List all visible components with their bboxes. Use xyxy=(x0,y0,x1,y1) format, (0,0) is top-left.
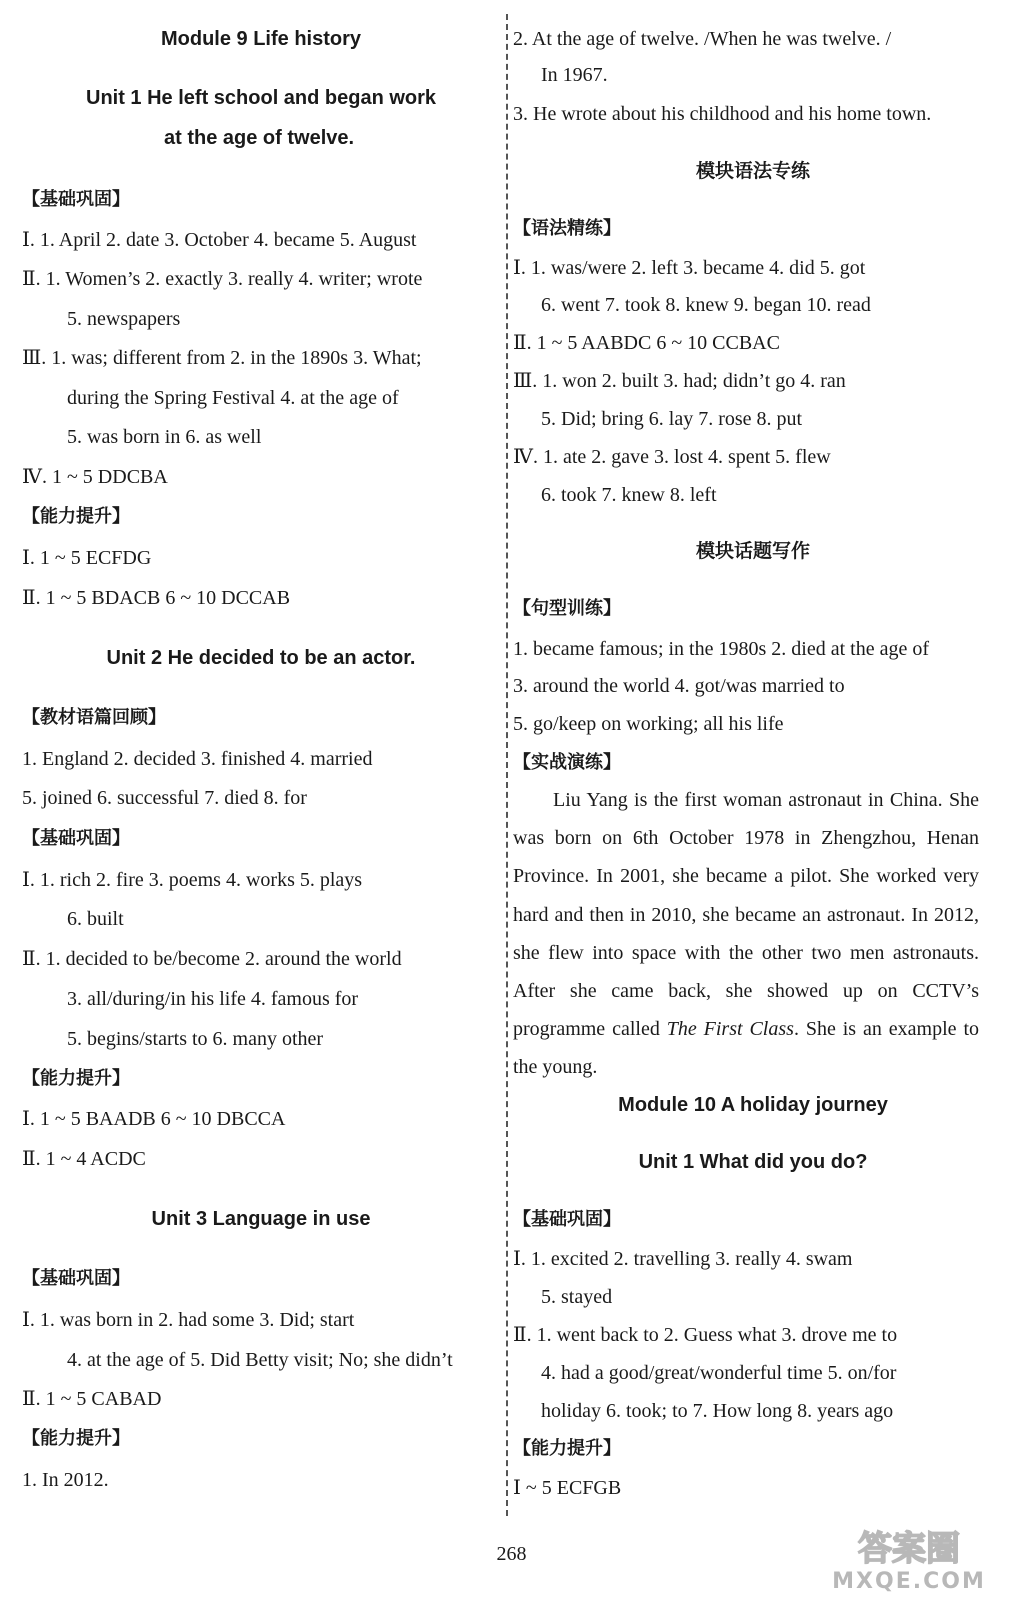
page-number: 268 xyxy=(496,1543,527,1565)
unit1-title: Unit 1 He left school and began work xyxy=(86,87,437,109)
answer-line: Ⅲ. 1. was; different from 2. in the 1890s 3. What; xyxy=(22,347,422,369)
section-heading: 【能力提升】 xyxy=(22,1068,130,1089)
section-heading: 【基础巩固】 xyxy=(22,189,130,210)
answer-line: 1. England 2. decided 3. finished 4. married xyxy=(22,748,373,770)
answer-line: Ⅱ. 1. decided to be/become 2. around the world xyxy=(22,948,402,970)
unit1-title-continued: at the age of twelve. xyxy=(164,127,355,149)
answer-line: 3. He wrote about his childhood and his home town. xyxy=(513,103,932,125)
section-heading: 【句型训练】 xyxy=(513,598,621,619)
answer-line: 5. joined 6. successful 7. died 8. for xyxy=(22,787,307,809)
unit3-title: Unit 3 Language in use xyxy=(151,1208,371,1230)
essay-text: Liu Yang is the first woman astronaut in China. She was born on 6th October 1978 in Zhengzhou, Henan Province. In 2001, she became a pilot. She worked very hard and then in 2010, she became an astronaut. In 2012, she flew into space with the other two men astronauts. After she came back, she showed up on CCTV’s programme called xyxy=(513,789,979,1041)
answer-line: 5. stayed xyxy=(541,1286,613,1308)
essay-text-end: . She is an example to the young. xyxy=(513,1018,979,1079)
answer-line: 4. had a good/great/wonderful time 5. on/for xyxy=(541,1362,897,1384)
watermark-logo xyxy=(809,1524,1009,1594)
answer-line: Ⅰ. 1. excited 2. travelling 3. really 4. swam xyxy=(513,1248,853,1270)
answer-line: Ⅰ. 1. was/were 2. left 3. became 4. did 5. got xyxy=(513,257,866,279)
answer-line: 5. go/keep on working; all his life xyxy=(513,713,784,735)
column-divider xyxy=(506,14,508,1516)
answer-line: Ⅰ ~ 5 ECFGB xyxy=(513,1477,622,1499)
grammar-practice-title: 模块语法专练 xyxy=(695,160,810,182)
answer-line: 5. Did; bring 6. lay 7. rose 8. put xyxy=(541,408,803,430)
section-heading: 【基础巩固】 xyxy=(513,1209,621,1230)
answer-line: 4. at the age of 5. Did Betty visit; No; she didn’t xyxy=(67,1349,453,1371)
programme-title: The First Class xyxy=(666,1018,794,1041)
section-heading: 【基础巩固】 xyxy=(22,828,130,849)
answer-line: Ⅲ. 1. won 2. built 3. had; didn’t go 4. ran xyxy=(513,370,846,392)
module9-title: Module 9 Life history xyxy=(160,28,362,50)
answer-line: Ⅳ. 1. ate 2. gave 3. lost 4. spent 5. flew xyxy=(513,446,831,468)
answer-line: Ⅱ. 1 ~ 4 ACDC xyxy=(22,1148,146,1170)
answer-line: 3. all/during/in his life 4. famous for xyxy=(67,988,359,1010)
answer-line: 6. built xyxy=(67,908,124,930)
answer-line: Ⅱ. 1. Women’s 2. exactly 3. really 4. writer; wrote xyxy=(22,268,423,290)
section-heading: 【实战演练】 xyxy=(513,752,621,773)
answer-line: Ⅱ. 1. went back to 2. Guess what 3. drove me to xyxy=(513,1324,898,1346)
answer-line: 1. In 2012. xyxy=(22,1469,109,1491)
answer-line: 5. was born in 6. as well xyxy=(67,426,262,448)
section-heading: 【能力提升】 xyxy=(513,1438,621,1459)
watermark-cn-text: 答案圈 xyxy=(858,1529,960,1569)
answer-line: 5. begins/starts to 6. many other xyxy=(67,1028,324,1050)
answer-line: Ⅰ. 1. rich 2. fire 3. poems 4. works 5. plays xyxy=(22,869,363,891)
section-heading: 【基础巩固】 xyxy=(22,1268,130,1289)
essay-paragraph xyxy=(513,781,979,1087)
answer-line: 2. At the age of twelve. /When he was twelve. / xyxy=(513,28,892,50)
answer-line: 6. took 7. knew 8. left xyxy=(541,484,717,506)
section-heading: 【教材语篇回顾】 xyxy=(22,707,166,728)
answer-line: Ⅳ. 1 ~ 5 DDCBA xyxy=(22,466,168,488)
unit2-title: Unit 2 He decided to be an actor. xyxy=(106,647,416,669)
answer-line: 1. became famous; in the 1980s 2. died at the age of xyxy=(513,638,929,660)
answer-line: Ⅰ. 1 ~ 5 ECFDG xyxy=(22,547,152,569)
answer-line: In 1967. xyxy=(541,64,608,86)
answer-line: Ⅰ. 1. was born in 2. had some 3. Did; start xyxy=(22,1309,355,1331)
module10-title: Module 10 A holiday journey xyxy=(618,1094,888,1116)
answer-line: holiday 6. took; to 7. How long 8. years ago xyxy=(541,1400,894,1422)
answer-line: Ⅰ. 1. April 2. date 3. October 4. became 5. August xyxy=(22,229,417,251)
section-heading: 【语法精练】 xyxy=(513,218,621,239)
m10-unit1-title: Unit 1 What did you do? xyxy=(638,1151,868,1173)
answer-line: during the Spring Festival 4. at the age of xyxy=(67,387,399,409)
answer-line: Ⅱ. 1 ~ 5 AABDC 6 ~ 10 CCBAC xyxy=(513,332,780,354)
answer-line: Ⅰ. 1 ~ 5 BAADB 6 ~ 10 DBCCA xyxy=(22,1108,286,1130)
answer-line: Ⅱ. 1 ~ 5 BDACB 6 ~ 10 DCCAB xyxy=(22,587,291,609)
watermark-url-text: MXQE.COM xyxy=(832,1569,986,1594)
section-heading: 【能力提升】 xyxy=(22,506,130,527)
answer-line: 3. around the world 4. got/was married to xyxy=(513,675,845,697)
answer-line: 6. went 7. took 8. knew 9. began 10. read xyxy=(541,294,871,316)
answer-line: 5. newspapers xyxy=(67,308,181,330)
answer-line: Ⅱ. 1 ~ 5 CABAD xyxy=(22,1388,162,1410)
section-heading: 【能力提升】 xyxy=(22,1428,130,1449)
topic-writing-title: 模块话题写作 xyxy=(695,540,810,562)
